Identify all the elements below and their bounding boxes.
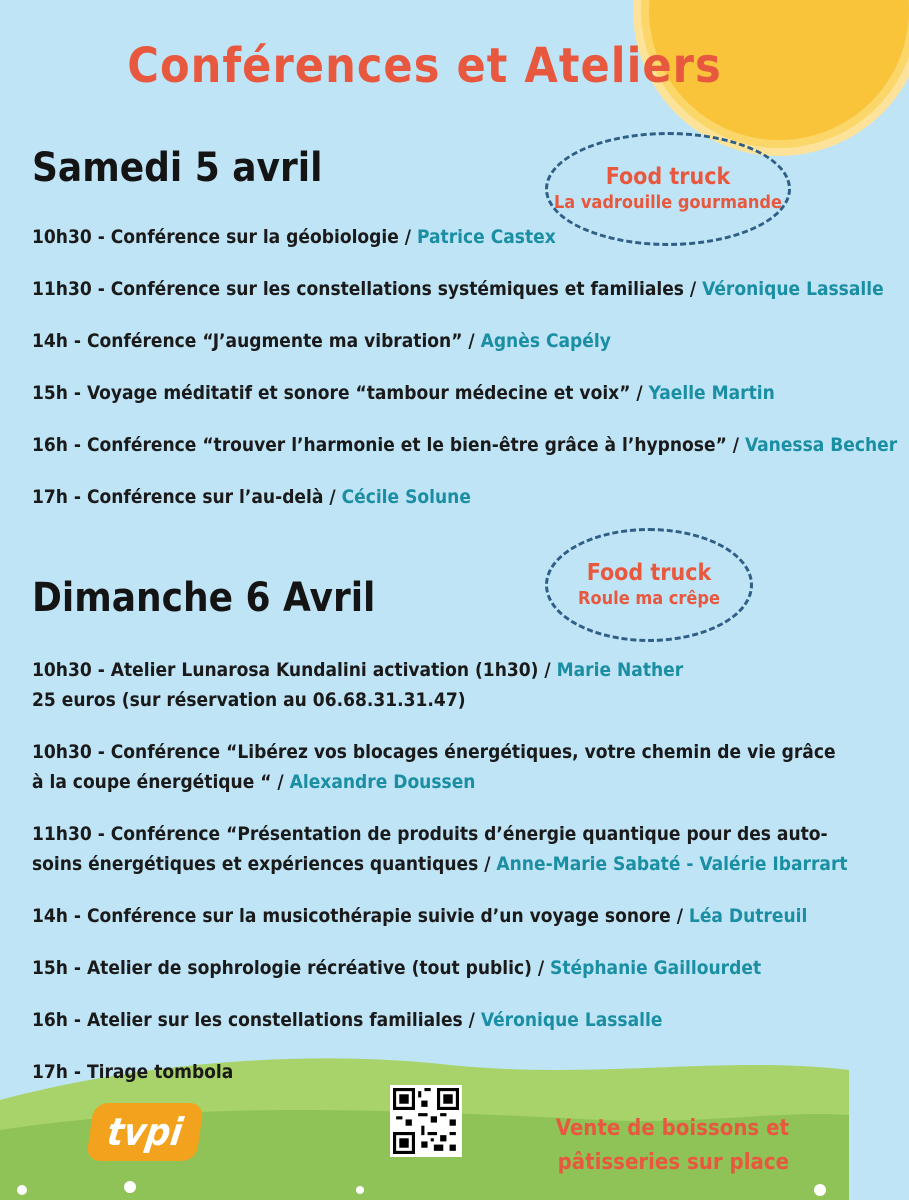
schedule-item: 14h - Conférence “J’augmente ma vibration” / Agnès Capély	[32, 330, 611, 352]
speaker-name: Véronique Lassalle	[480, 1009, 663, 1031]
schedule-item: 14h - Conférence sur la musicothérapie suivie d’un voyage sonore / Léa Dutreuil	[32, 905, 808, 927]
speaker-name: Agnès Capély	[480, 330, 611, 352]
day2-schedule	[32, 655, 848, 1109]
schedule-item: 17h - Conférence sur l’au-delà / Cécile Solune	[32, 486, 471, 508]
tvpi-logo: tvpi	[86, 1103, 204, 1161]
food-truck-name: La vadrouille gourmande	[553, 191, 782, 213]
food-truck-badge-2	[545, 528, 753, 642]
food-truck-label: Food truck	[605, 164, 731, 191]
speaker-name: Yaelle Martin	[648, 382, 775, 404]
page-title: Conférences et Ateliers	[127, 38, 722, 94]
schedule-item: 10h30 - Atelier Lunarosa Kundalini activation (1h30) / Marie Nather 25 euros (sur réservation au 06.68.31.31.47)	[32, 659, 684, 711]
schedule-item: 10h30 - Conférence sur la géobiologie / Patrice Castex	[32, 226, 556, 248]
speaker-name: Alexandre Doussen	[289, 771, 476, 793]
speaker-name: Patrice Castex	[417, 226, 556, 248]
schedule-item: 17h - Tirage tombola	[32, 1061, 234, 1083]
schedule-item: 11h30 - Conférence sur les constellations systémiques et familiales / Véronique Lassalle	[32, 278, 884, 300]
speaker-name: Véronique Lassalle	[702, 278, 884, 300]
day1-heading: Samedi 5 avril	[32, 145, 323, 191]
food-truck-label: Food truck	[586, 560, 712, 587]
refreshments-note: Vente de boissons et pâtisseries sur place	[555, 1116, 789, 1175]
speaker-name: Cécile Solune	[341, 486, 471, 508]
schedule-item: 16h - Atelier sur les constellations familiales / Véronique Lassalle	[32, 1009, 663, 1031]
schedule-item: 15h - Voyage méditatif et sonore “tambour médecine et voix” / Yaelle Martin	[32, 382, 775, 404]
speaker-name: Léa Dutreuil	[688, 905, 808, 927]
day2-heading: Dimanche 6 Avril	[32, 575, 376, 621]
speaker-name: Vanessa Becher	[744, 434, 898, 456]
food-truck-name: Roule ma crêpe	[578, 587, 720, 609]
qr-code-icon[interactable]	[390, 1085, 462, 1157]
schedule-item: 15h - Atelier de sophrologie récréative (tout public) / Stéphanie Gaillourdet	[32, 957, 762, 979]
schedule-item: 16h - Conférence “trouver l’harmonie et le bien-être grâce à l’hypnose” / Vanessa Becher	[32, 434, 898, 456]
day1-schedule	[32, 222, 898, 534]
speaker-name: Stéphanie Gaillourdet	[550, 957, 762, 979]
speaker-name: Marie Nather	[556, 659, 684, 681]
speaker-name: Anne-Marie Sabaté - Valérie Ibarrart	[496, 853, 848, 875]
schedule-item: 11h30 - Conférence “Présentation de produits d’énergie quantique pour des auto- soins énergétiques et expériences quantiques / Anne-Marie Sabaté - Valérie Ibarrart	[32, 823, 848, 875]
schedule-item: 10h30 - Conférence “Libérez vos blocages énergétiques, votre chemin de vie grâce à la coupe énergétique “ / Alexandre Doussen	[32, 741, 836, 793]
